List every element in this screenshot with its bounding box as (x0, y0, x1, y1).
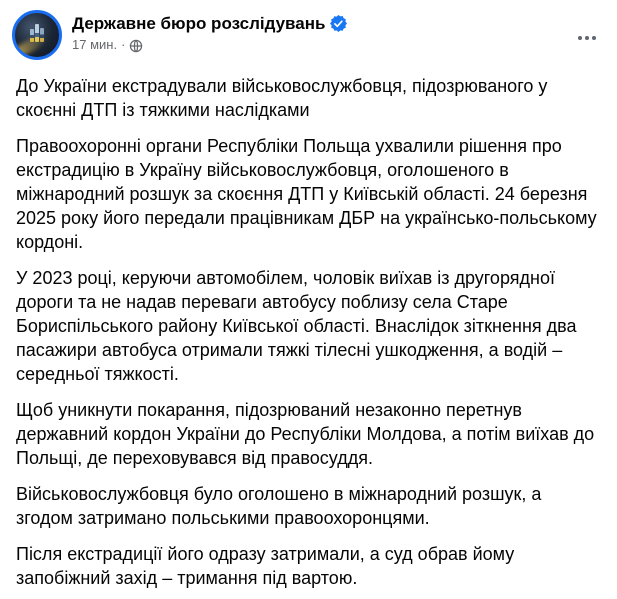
post-paragraph: Після екстрадиції його одразу затримали, а суд обрав йому запобіжний захід – тримання під вартою. (16, 544, 515, 588)
verified-badge-icon (330, 15, 347, 32)
post-body (0, 60, 617, 590)
logo-bar-left (30, 29, 34, 42)
globe-icon (129, 39, 143, 53)
ellipsis-icon (578, 36, 582, 40)
meta-separator: · (121, 37, 126, 52)
logo-bar-right (40, 28, 44, 42)
post-paragraph: Щоб уникнути покарання, підозрюваний незаконно перетнув державний кордон України до Республіки Молдова, а потім виїхав до Польщі, де переховувався від правосуддя. (16, 400, 595, 468)
title-row (72, 13, 347, 34)
post-meta-row (72, 37, 347, 53)
post-paragraph: Військовослужбовця було оголошено в міжнародний розшук, а згодом затримано польськими правоохоронцями. (16, 484, 542, 528)
post-paragraph: У 2023 році, керуючи автомобілем, чоловік виїхав із другорядної дороги та не надав переваги автобусу поблизу села Старе Бориспільського району Київської області. Внаслідок зіткнення два пасажири автобуса отримали тяжкі тілесні ушкодження, а водій – середньої тяжкості. (16, 268, 577, 384)
more-options-button[interactable] (569, 20, 605, 56)
ellipsis-icon (592, 36, 596, 40)
post-paragraph: До України екстрадували військовослужбовця, підозрюваного у скоєнні ДТП із тяжкими наслідками (16, 76, 548, 120)
header-text-block (72, 10, 347, 53)
post-header (0, 0, 617, 60)
logo-bar-middle (35, 24, 39, 42)
page-avatar[interactable] (12, 10, 62, 60)
post-timestamp[interactable]: 17 мин. (72, 37, 118, 52)
post-paragraph: Правоохоронні органи Республіки Польща ухвалили рішення про екстрадицію в Україну військовослужбовця, оголошеного в міжнародний розшук за скоєння ДТП у Київській області. 24 березня 2025 року його передали працівникам ДБР на українсько-польському кордоні. (16, 136, 597, 252)
ellipsis-icon (585, 36, 589, 40)
page-name-link[interactable]: Державне бюро розслідувань (72, 14, 326, 33)
